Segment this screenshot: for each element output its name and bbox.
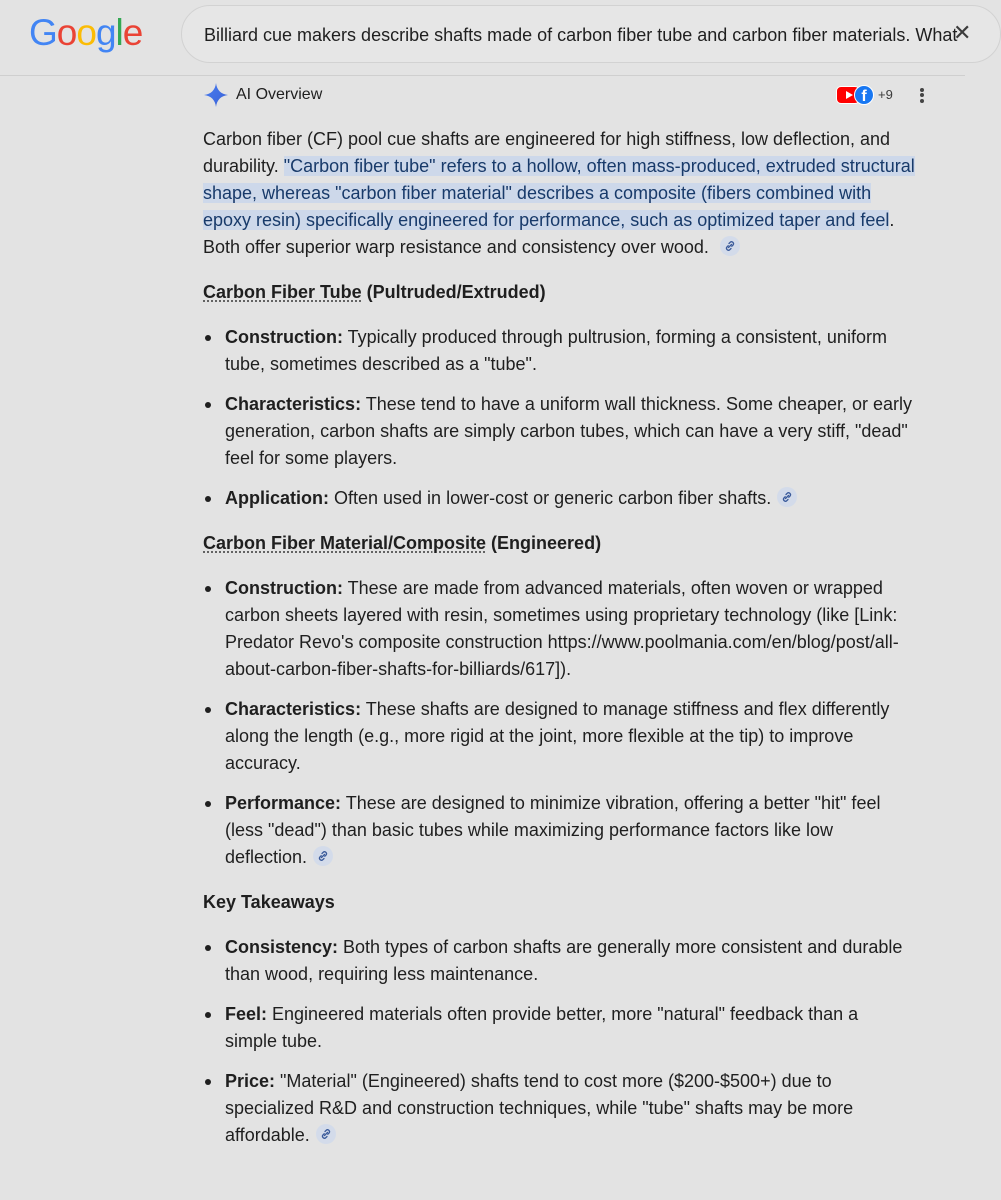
- item-text: These are made from advanced materials, often woven or wrapped carbon sheets layered with resin, sometimes using proprietary technology (like [Link: Predator Revo's composite construction https://www.poolmania.com/en/blog/post/all-about-carbon-fiber-shafts-for-billiards/617]).: [225, 578, 899, 679]
- citation-link-icon[interactable]: [313, 846, 333, 866]
- list-item: [203, 696, 915, 777]
- intro-lead: Carbon fiber (CF) pool cue shafts are engineered for high stiffness, low deflection, and durability.: [203, 129, 891, 176]
- facebook-icon[interactable]: f: [854, 85, 874, 105]
- list-item: [203, 575, 915, 683]
- item-label: Performance:: [225, 793, 342, 813]
- section-heading-tube-rest: (Pultruded/Extruded): [361, 282, 546, 302]
- section-heading-tube: [203, 279, 915, 306]
- intro-paragraph: [203, 126, 915, 261]
- item-text: "Material" (Engineered) shafts tend to cost more ($200-$500+) due to specialized R&D and construction techniques, while "tube" shafts may be more affordable.: [225, 1071, 854, 1145]
- item-text: Often used in lower-cost or generic carbon fiber shafts.: [329, 488, 772, 508]
- item-text: These tend to have a uniform wall thickness. Some cheaper, or early generation, carbon shafts are simply carbon tubes, which can have a very stiff, "dead" feel for some players.: [225, 394, 913, 468]
- google-logo[interactable]: Google: [29, 12, 143, 53]
- list-item: [203, 485, 915, 512]
- citation-link-icon[interactable]: [777, 487, 797, 507]
- list-item: [203, 1001, 915, 1055]
- sources-more-count[interactable]: +9: [878, 87, 893, 102]
- material-list: [203, 575, 915, 871]
- search-input[interactable]: Billiard cue makers describe shafts made of carbon fiber tube and carbon fiber materials. What: [204, 25, 958, 45]
- close-icon[interactable]: ✕: [953, 20, 972, 45]
- takeaways-list: [203, 934, 915, 1149]
- tube-list: [203, 324, 915, 512]
- item-text: These are designed to minimize vibration, offering a better "hit" feel (less "dead") than basic tubes while maximizing performance factors like low deflection.: [225, 793, 881, 867]
- item-label: Characteristics:: [225, 394, 362, 414]
- list-item: [203, 324, 915, 378]
- item-label: Construction:: [225, 578, 343, 598]
- item-label: Feel:: [225, 1004, 268, 1024]
- section-heading-material: [203, 530, 915, 557]
- item-text: Both types of carbon shafts are generally more consistent and durable than wood, requiring less maintenance.: [225, 937, 903, 984]
- section-heading-tube-link[interactable]: Carbon Fiber Tube: [203, 282, 362, 302]
- section-heading-material-rest: (Engineered): [486, 533, 602, 553]
- more-options-icon[interactable]: [912, 86, 932, 106]
- intro-tail: . Both offer superior warp resistance and consistency over wood.: [203, 210, 895, 257]
- item-label: Construction:: [225, 327, 343, 347]
- citation-link-icon[interactable]: [316, 1124, 336, 1144]
- item-text: Typically produced through pultrusion, forming a consistent, uniform tube, sometimes described as a "tube".: [225, 327, 887, 374]
- item-label: Consistency:: [225, 937, 339, 957]
- list-item: [203, 934, 915, 988]
- list-item: [203, 790, 915, 871]
- gemini-sparkle-icon: [203, 82, 229, 108]
- item-text: These shafts are designed to manage stiffness and flex differently along the length (e.g., more rigid at the joint, more flexible at the tip) to improve accuracy.: [225, 699, 890, 773]
- item-label: Application:: [225, 488, 329, 508]
- ai-overview-content: [203, 126, 915, 1162]
- list-item: [203, 1068, 915, 1149]
- search-header: [0, 0, 972, 76]
- item-label: Characteristics:: [225, 699, 362, 719]
- ai-overview-label: AI Overview: [236, 86, 323, 103]
- intro-highlight[interactable]: "Carbon fiber tube" refers to a hollow, often mass-produced, extruded structural shape, whereas "carbon fiber material" describes a composite (fibers combined with epoxy resin) specifically engineered for performance, such as optimized taper and feel: [203, 156, 915, 230]
- list-item: [203, 391, 915, 472]
- item-label: Price:: [225, 1071, 276, 1091]
- search-box[interactable]: [181, 5, 1001, 63]
- section-heading-takeaways: Key Takeaways: [203, 892, 335, 912]
- section-heading-material-link[interactable]: Carbon Fiber Material/Composite: [203, 533, 487, 553]
- item-text: Engineered materials often provide better, more "natural" feedback than a simple tube.: [225, 1004, 859, 1051]
- citation-link-icon[interactable]: [720, 236, 740, 256]
